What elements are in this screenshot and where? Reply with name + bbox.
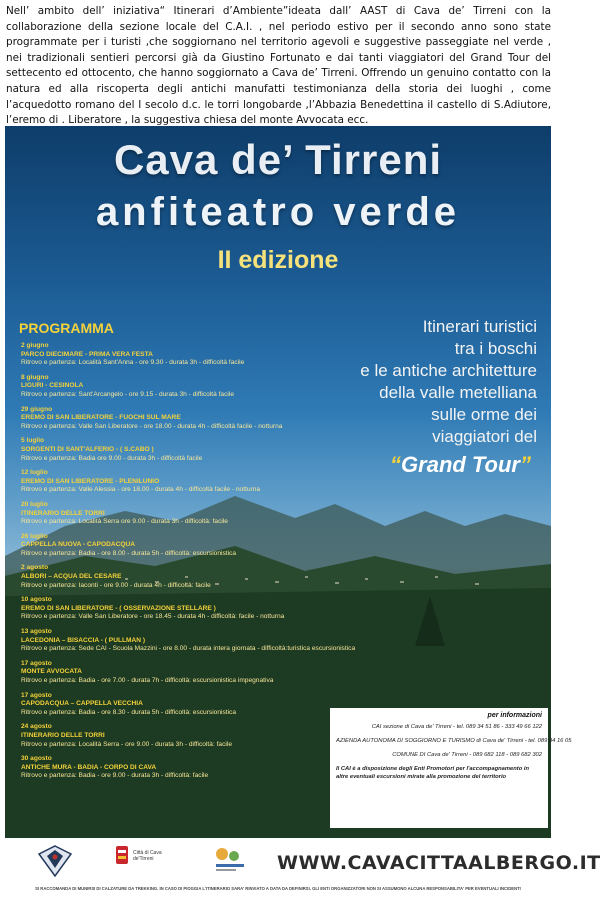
event-details: Ritrovo e partenza: Valle San Liberatore - ore 18.45 - durata 4h - difficoltà: facile - notturna: [21, 613, 285, 621]
tagline-line: della valle metelliana: [379, 383, 537, 402]
poster-title: Cava de’ Tirreni: [113, 136, 443, 183]
event-details: Ritrovo e partenza: Badia - ore 7.00 - durata 7h - difficoltà: escursionistica impegnativa: [21, 677, 274, 684]
programma-heading: PROGRAMMA: [19, 320, 114, 336]
event-date: 24 agosto: [21, 723, 52, 731]
event-details: Ritrovo e partenza: Località Serra ore 9.00 - durata 3h - difficoltà: facile: [21, 518, 228, 526]
tagline-line: sulle orme dei: [431, 405, 537, 424]
event-list: [21, 342, 356, 787]
event-name: PARCO DIECIMARE - PRIMA VERA FESTA: [21, 350, 153, 358]
event-item: [21, 374, 351, 400]
event-name: ALBORI – ACQUA DEL CESARE: [21, 573, 122, 581]
event-date: 13 agosto: [21, 628, 52, 636]
event-name: MONTE AVVOCATA: [21, 668, 82, 676]
event-item: [21, 628, 356, 654]
poster-footer: [5, 840, 601, 898]
azienda-logo-icon: [210, 844, 250, 876]
event-date: 17 agosto: [21, 659, 52, 667]
info-line-cai: CAI sezione di Cava de' Tirreni - tel. 089 34 51 86 - 333 49 66 122: [371, 724, 542, 730]
event-details: Ritrovo e partenza: Badia - ore 8.00 - durata 5h - difficoltà: escursionistica: [21, 549, 237, 557]
poster-edition: II edizione: [217, 246, 339, 274]
website-link[interactable]: WWW.CAVACITTAALBERGO.IT: [277, 852, 601, 874]
event-item: [21, 723, 351, 749]
info-line-comune: COMUNE DI Cava de' Tirreni - 089 682 118 - 089 682 302: [392, 752, 542, 758]
cai-logo-icon: [35, 844, 75, 878]
event-item: [21, 342, 351, 368]
event-details: Ritrovo e partenza: Sede CAI - Scuola Mazzini - ore 8.00 - durata intera giornata - difficoltà:turistica escursionistica: [21, 645, 356, 653]
event-name: SORGENTI DI SANT'ALFERIO - ( S.CABO ): [21, 445, 154, 453]
event-item: [21, 755, 351, 781]
comune-crest-icon: [115, 844, 129, 866]
event-item: [21, 692, 351, 718]
event-name: ITINERARIO DELLE TORRI: [21, 731, 105, 739]
event-name: LIGURI - CESINOLA: [21, 382, 84, 390]
poster-subtitle: anfiteatro verde: [95, 190, 461, 234]
event-date: 20 luglio: [21, 500, 48, 508]
event-name: CAPODACQUA – CAPPELLA VECCHIA: [21, 700, 143, 708]
event-item: [21, 469, 351, 495]
event-name: CAPPELLA NUOVA - CAPODACQUA: [21, 541, 136, 549]
event-date: 30 agosto: [21, 755, 52, 763]
event-item: [21, 501, 351, 527]
info-line-azienda: AZIENDA AUTONOMA DI SOGGIORNO E TURISMO di Cava de' Tirreni - tel. 089 34 16 05: [336, 738, 572, 744]
event-name: EREMO DI SAN LIBERATORE - FUOCHI SUL MARE: [21, 414, 181, 422]
event-date: 17 agosto: [21, 691, 52, 699]
event-item: [21, 596, 351, 622]
event-details: Ritrovo e partenza: Badia ore 9.00 - durata 3h - difficoltà facile: [21, 454, 203, 462]
event-item: [21, 533, 351, 559]
comune-logo-text: Città di Cava de'Tirreni: [133, 850, 162, 862]
grand-tour-label: “Grand Tour”: [390, 452, 531, 477]
event-name: ANTICHE MURA - BADIA - CORPO DI CAVA: [21, 763, 157, 771]
tagline-line: e le antiche architetture: [360, 361, 537, 380]
event-details: Ritrovo e partenza: Località Sant'Anna - ore 9.30 - durata 3h - difficoltà facile: [21, 359, 245, 367]
event-date: 29 giugno: [21, 405, 53, 413]
event-details: Ritrovo e partenza: Sant'Arcangelo - ore 9.15 - durata 3h - difficoltà facile: [21, 390, 234, 398]
comune-logo: [115, 844, 162, 871]
event-details: Ritrovo e partenza: Badia - ore 9.00 - durata 3h - difficoltà: facile: [21, 772, 209, 780]
event-poster: [5, 126, 572, 838]
event-date: 2 giugno: [21, 342, 49, 349]
event-item: [21, 660, 351, 686]
event-date: 12 luglio: [21, 469, 48, 477]
event-name: ITINERARIO DELLE TORRI: [21, 509, 105, 517]
event-item: [21, 437, 351, 463]
grand-tour-text: Grand Tour: [401, 452, 520, 477]
event-date: 5 luglio: [21, 437, 45, 445]
event-date: 26 luglio: [21, 532, 48, 540]
event-date: 8 giugno: [21, 373, 49, 381]
tagline-line: tra i boschi: [454, 339, 537, 358]
info-box: [330, 708, 572, 828]
event-details: Ritrovo e partenza: Località Serra - ore 9.00 - durata 3h - difficoltà: facile: [21, 740, 232, 748]
tagline-line: viaggiatori del: [432, 427, 537, 446]
event-name: EREMO DI SAN LIBERATORE - ( OSSERVAZIONE STELLARE ): [21, 604, 216, 612]
event-date: 2 agosto: [21, 564, 49, 572]
event-item: [21, 406, 351, 432]
info-note: Il CAI è a disposizione degli Enti Promotori per l'accompagnamento in altre eventuali escursioni mirate alla promozione del territorio: [336, 766, 530, 780]
event-details: Ritrovo e partenza: Valle Alessia - ore 18.00 - durata 4h - difficoltà facile - notturna: [21, 486, 261, 494]
event-name: EREMO DI SAN LIBERATORE - PLENILUNIO: [21, 477, 160, 485]
event-item: [21, 564, 351, 590]
event-name: LACEDONIA – BISACCIA - ( PULLMAN ): [21, 636, 146, 644]
info-heading: per informazioni: [487, 712, 542, 719]
tagline-line: Itinerari turistici: [422, 317, 537, 336]
event-details: Ritrovo e partenza: Badia - ore 8.30 - durata 5h - difficoltà: escursionistica: [21, 708, 237, 716]
event-date: 10 agosto: [21, 596, 52, 604]
footer-disclaimer: SI RACCOMANDA DI MUNIRSI DI CALZATURE DA TREKKING. IN CASO DI PIOGGIA L'ITINERARIO SARA' RINVIATO A DATA DA DEFINIRSI. GLI ENTI ORGANIZZATORI NON SI ASSUMONO ALCUNA RESPONSABILITA' PER EVENTUALI INCIDENTI: [35, 886, 521, 891]
event-details: Ritrovo e partenza: Iaconti - ore 9.00 - durata 4h - difficoltà: facile: [21, 581, 211, 589]
intro-paragraph: Nell’ ambito dell’ iniziativa“ Itinerari d’Ambiente”ideata dall’ AAST di Cava de’ Tirreni con la collaborazione della sezione locale del C.A.I. , nel periodo estivo per il secondo anno sono state programmate per i turisti ,che soggiornano nel territorio agevoli e suggestive passeggiate nel verde , nei tradizionali sentieri percorsi già da Giustino Fortunato e dai tanti viaggiatori del Grand Tour del settecento ed ottocento, che hanno soggiornato a Cava de’ Tirreni. Offrendo un genuino contatto con la natura ed alla riscoperta degli antichi manufatti testimonianza della storia dei luoghi , come l’acquedotto romano del I secolo d.c. le torri longobarde ,l’Abbazia Benedettina il castello di S.Adiutore, l’eremo di . Liberatore , la suggestiva chiesa del monte Avvocata ecc.: [6, 5, 551, 127]
event-details: Ritrovo e partenza: Valle San Liberatore - ore 18.00 - durata 4h - difficoltà facile - notturna: [21, 422, 283, 430]
